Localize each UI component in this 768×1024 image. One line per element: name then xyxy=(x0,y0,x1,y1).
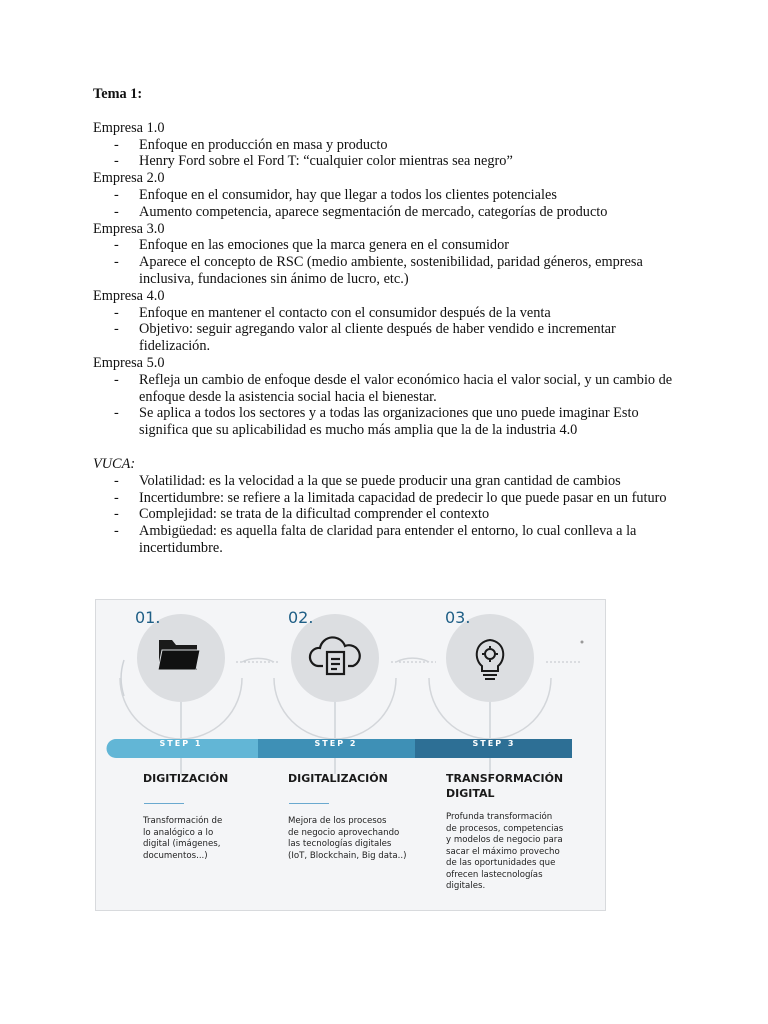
link-arc xyxy=(396,658,429,662)
desc-line: Transformación de xyxy=(143,816,223,826)
section-empresa-3 xyxy=(93,221,683,288)
step-1-underline xyxy=(144,803,184,804)
step-2-title: DIGITALIZACIÓN xyxy=(288,772,388,785)
section-empresa-2 xyxy=(93,170,683,220)
section-heading: Empresa 3.0 xyxy=(93,220,165,237)
desc-line: digitales. xyxy=(446,881,486,891)
list-item: - Enfoque en las emociones que la marca genera en el consumidor xyxy=(93,237,683,254)
step-1-title: DIGITIZACIÓN xyxy=(143,772,229,785)
list-item: - Objetivo: seguir agregando valor al cliente después de haber vendido e incrementar fidelización. xyxy=(93,321,683,355)
section-heading: Empresa 1.0 xyxy=(93,119,165,136)
list-item: - Volatilidad: es la velocidad a la que se puede producir una gran cantidad de cambios xyxy=(93,473,683,490)
step-3-label: STEP 3 xyxy=(472,739,516,748)
document-body xyxy=(93,86,683,557)
dot xyxy=(581,641,584,644)
desc-line: (IoT, Blockchain, Big data..) xyxy=(288,850,407,861)
section-empresa-5 xyxy=(93,355,683,439)
section-vuca xyxy=(93,456,683,557)
step-2-description xyxy=(288,816,406,862)
desc-line: Mejora de los procesos xyxy=(288,816,387,826)
step-2-number: 02. xyxy=(288,608,314,627)
section-empresa-1 xyxy=(93,120,683,170)
desc-line: Profunda transformación xyxy=(446,812,553,822)
desc-line: y modelos de negocio para xyxy=(446,835,563,845)
list-item: - Complejidad: se trata de la dificultad comprender el contexto xyxy=(93,506,683,523)
step-3-description xyxy=(446,812,563,893)
list-item: - Refleja un cambio de enfoque desde el valor económico hacia el valor social, y un cambio de enfoque desde la asistencia social hacia el bienestar. xyxy=(93,372,683,406)
desc-line: de negocio aprovechando xyxy=(288,827,400,838)
step-3-title-line: DIGITAL xyxy=(446,787,495,800)
step-2-label: STEP 2 xyxy=(314,739,358,748)
list-item: - Ambigüedad: es aquella falta de claridad para entender el entorno, lo cual conlleva a la incertidumbre. xyxy=(93,523,683,557)
step-2-underline xyxy=(289,803,329,804)
step-1-description xyxy=(143,816,222,862)
list-item: - Enfoque en mantener el contacto con el consumidor después de la venta xyxy=(93,305,683,322)
section-heading: Empresa 2.0 xyxy=(93,170,165,187)
step-1-label: STEP 1 xyxy=(159,739,203,748)
list-item: - Enfoque en el consumidor, hay que llegar a todos los clientes potenciales xyxy=(93,187,683,204)
desc-line: de procesos, competencias xyxy=(446,823,564,834)
desc-line: de las oportunidades que xyxy=(446,858,556,868)
step-3-title xyxy=(446,771,563,801)
list-item: - Henry Ford sobre el Ford T: “cualquier color mientras sea negro” xyxy=(93,153,683,170)
section-heading: Empresa 5.0 xyxy=(93,354,165,371)
step-3-title-line: TRANSFORMACIÓN xyxy=(446,772,564,785)
vuca-heading: VUCA: xyxy=(93,455,136,472)
step-3-number: 03. xyxy=(445,608,471,627)
list-item: - Enfoque en producción en masa y producto xyxy=(93,137,683,154)
desc-line: documentos...) xyxy=(143,850,208,861)
page-title: Tema 1: xyxy=(93,86,143,102)
list-item: - Incertidumbre: se refiere a la limitada capacidad de predecir lo que puede pasar en un futuro xyxy=(93,490,683,507)
link-arc xyxy=(242,658,274,662)
desc-line: digital (imágenes, xyxy=(143,839,221,849)
list-item: - Aumento competencia, aparece segmentación de mercado, categorías de producto xyxy=(93,204,683,221)
section-empresa-4 xyxy=(93,288,683,355)
desc-line: sacar el máximo provecho xyxy=(446,846,560,857)
step-1-number: 01. xyxy=(135,608,161,627)
desc-line: lo analógico a lo xyxy=(143,827,214,838)
list-item: - Se aplica a todos los sectores y a todas las organizaciones que uno puede imaginar Esto significa que su aplicabilidad es mucho más amplia que la de la industria 4.0 xyxy=(93,405,683,439)
section-heading: Empresa 4.0 xyxy=(93,287,165,304)
list-item: - Aparece el concepto de RSC (medio ambiente, sostenibilidad, paridad géneros, empresa inclusiva, fundaciones sin ánimo de lucro, etc.) xyxy=(93,254,683,288)
desc-line: las tecnologías digitales xyxy=(288,839,392,849)
desc-line: ofrecen lastecnologías xyxy=(446,869,543,880)
digital-transformation-figure xyxy=(95,599,606,911)
